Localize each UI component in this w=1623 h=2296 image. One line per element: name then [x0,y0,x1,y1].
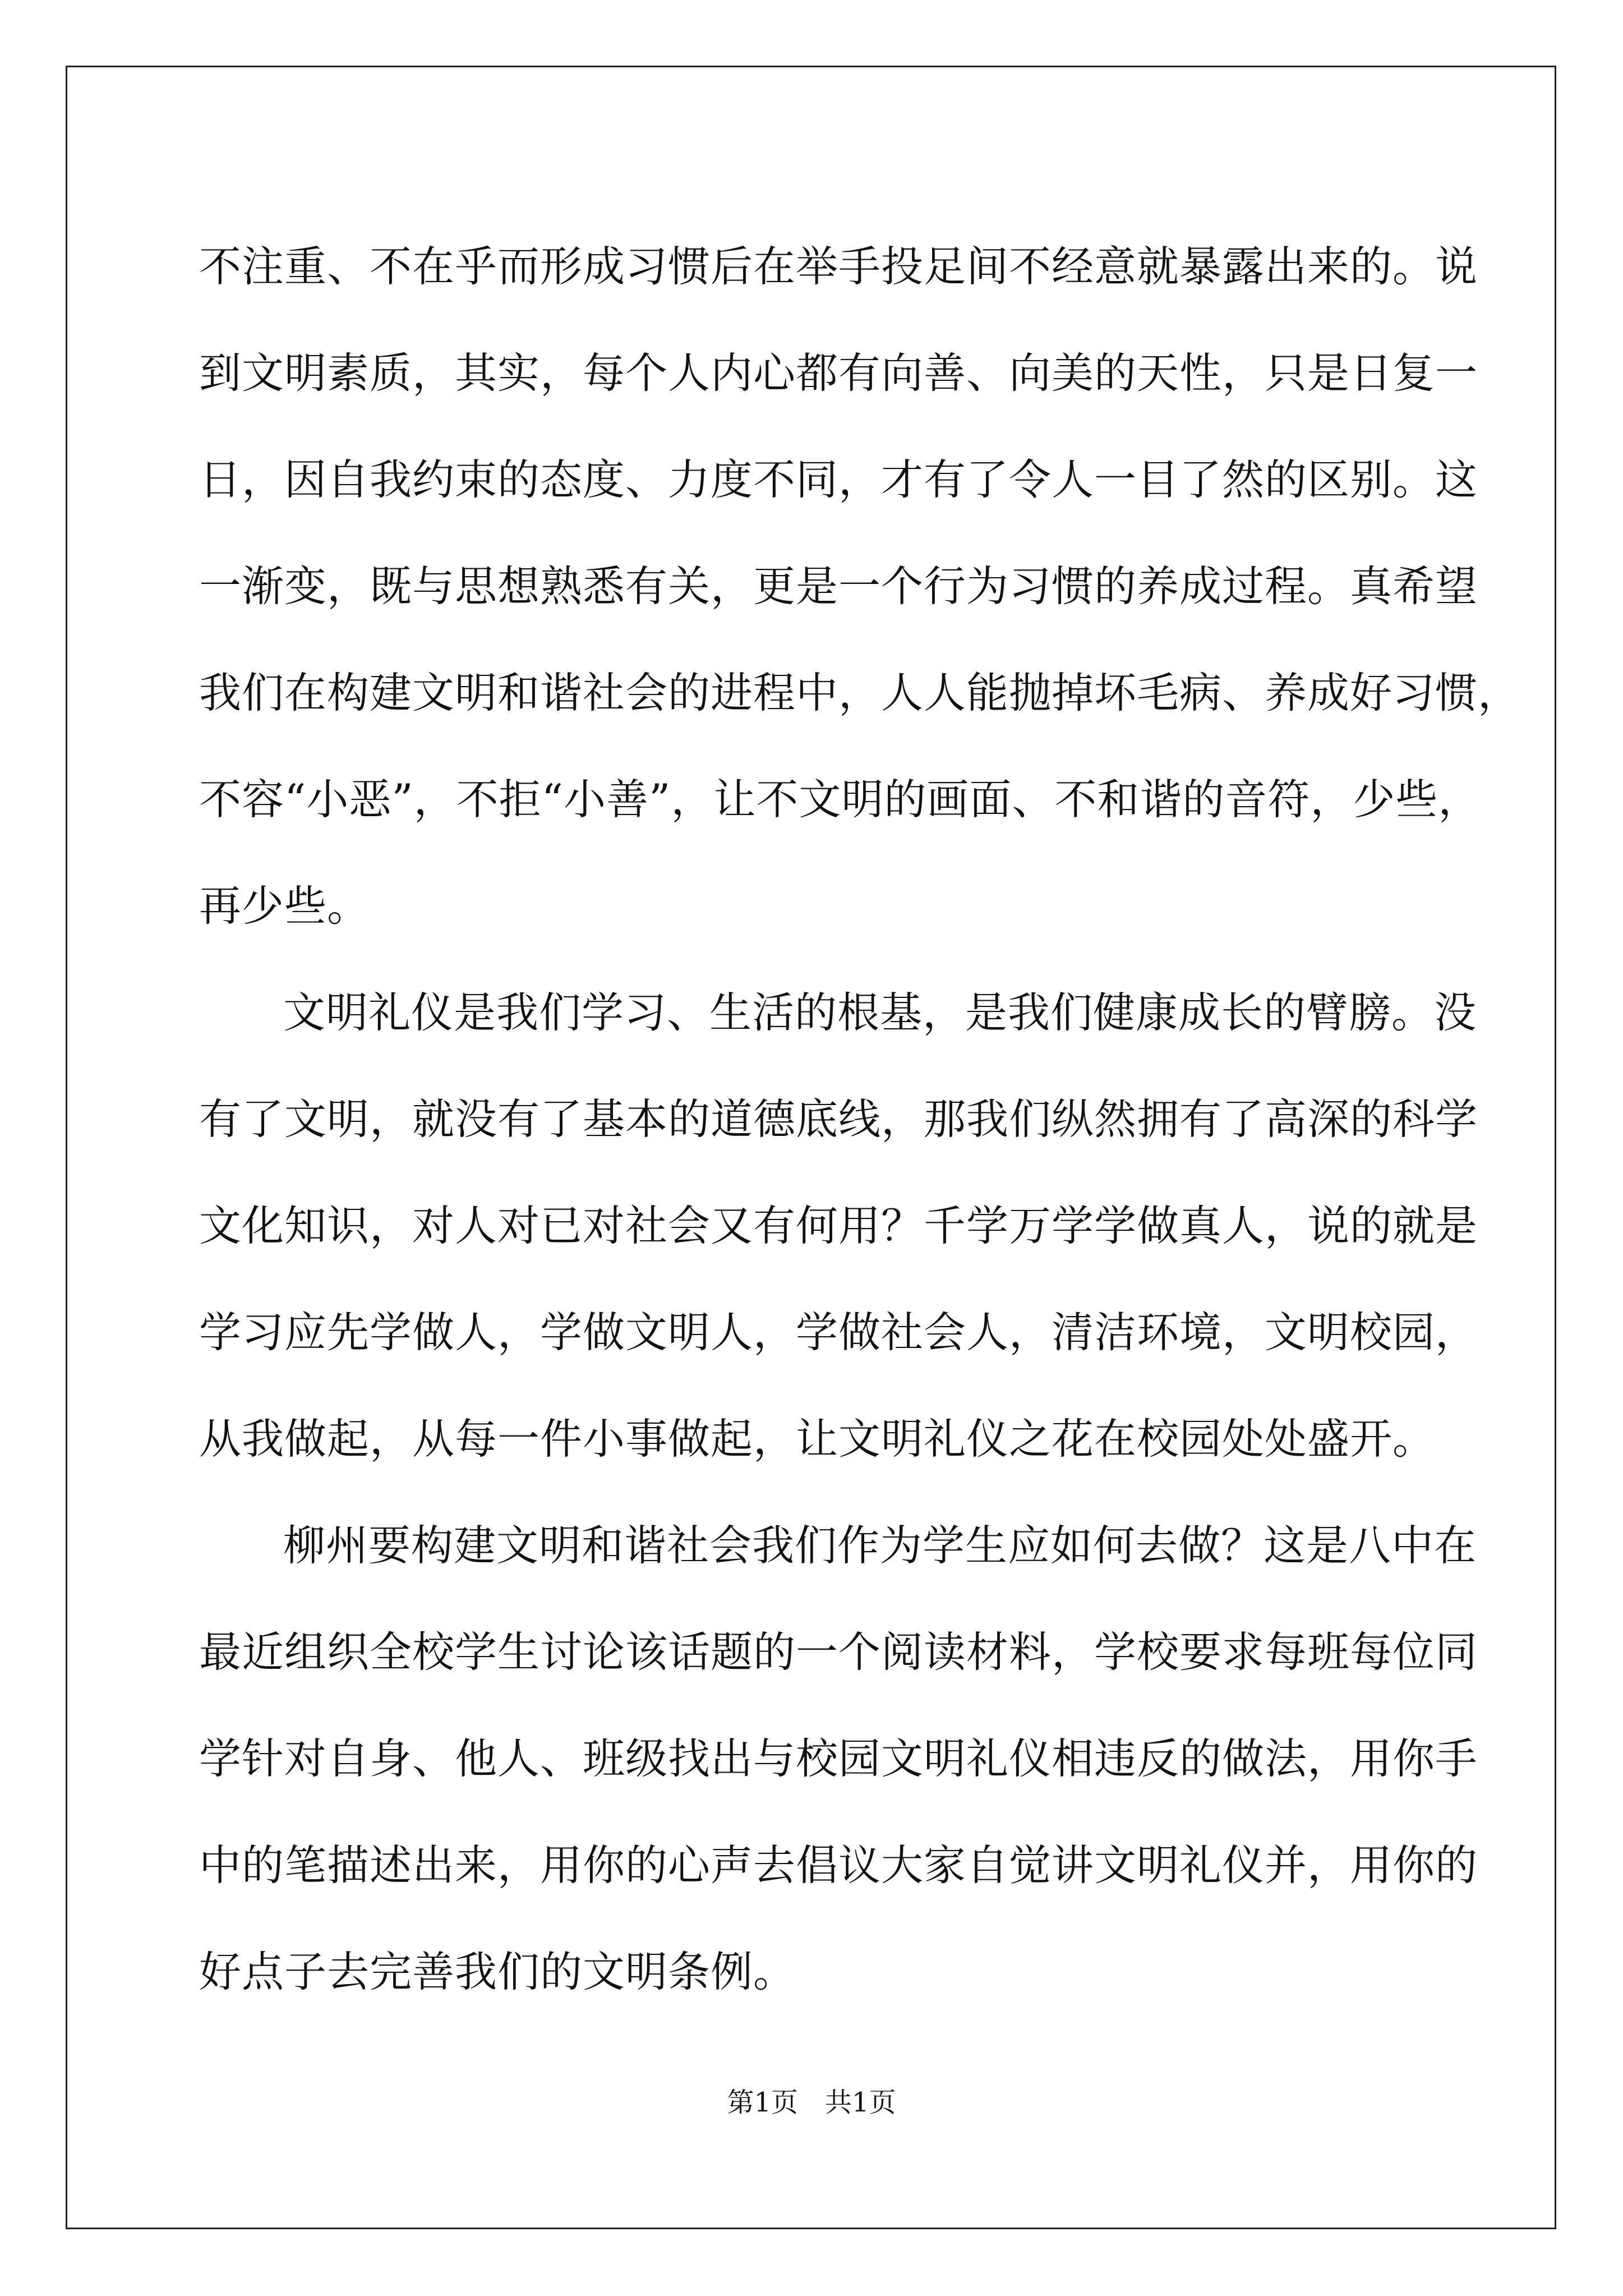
text-line: 文化知识，对人对已对社会又有何用？千学万学学做真人，说的就是 [199,1201,1478,1250]
text-line: 不容“小恶”，不拒“小善”，让不文明的画面、不和谐的音符，少些， [199,775,1481,824]
document-body [199,213,1521,2025]
text-line: 学习应先学做人，学做文明人，学做社会人，清洁环境，文明校园， [199,1308,1478,1357]
text-line: 再少些。 [199,881,370,931]
text-line: 最近组织全校学生讨论该话题的一个阅读材料，学校要求每班每位同 [199,1627,1478,1677]
text-line: 一渐变，既与思想熟悉有关，更是一个行为习惯的养成过程。真希望 [199,562,1478,611]
text-line: 好点子去完善我们的文明条例。 [199,1947,796,1996]
text-line: 我们在构建文明和谐社会的进程中，人人能抛掉坏毛病、养成好习惯， [199,668,1521,717]
text-line: 从我做起，从每一件小事做起，让文明礼仪之花在校园处处盛开。 [199,1414,1436,1464]
text-line: 不注重、不在乎而形成习惯后在举手投足间不经意就暴露出来的。说 [199,242,1478,291]
page-total: 共1页 [825,2087,896,2118]
text-line: 到文明素质，其实，每个人内心都有向善、向美的天性，只是日复一 [199,348,1478,398]
paragraph-start-line: 文明礼仪是我们学习、生活的根基，是我们健康成长的臂膀。没 [283,988,1477,1037]
page-footer [0,2086,1623,2119]
text-line: 日，因自我约束的态度、力度不同，才有了令人一目了然的区别。这 [199,455,1478,504]
page-number: 第1页 [727,2087,798,2118]
text-line: 有了文明，就没有了基本的道德底线，那我们纵然拥有了高深的科学 [199,1094,1478,1144]
text-line: 中的笔描述出来，用你的心声去倡议大家自觉讲文明礼仪并，用你的 [199,1841,1478,1890]
paragraph-start-line: 柳州要构建文明和谐社会我们作为学生应如何去做？这是八中在 [283,1521,1477,1570]
text-line: 学针对自身、他人、班级找出与校园文明礼仪相违反的做法，用你手 [199,1734,1478,1783]
